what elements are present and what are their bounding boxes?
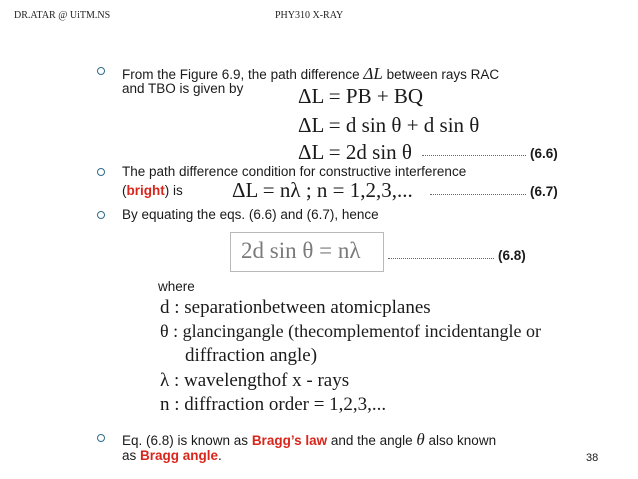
- bullet-icon: [97, 67, 105, 75]
- bright-highlight: bright: [126, 183, 165, 198]
- definition-n: n : diffraction order = 1,2,3,...: [160, 394, 387, 415]
- leader-dots: [422, 155, 526, 156]
- bullet-2-close: ) is: [164, 183, 183, 198]
- bullet-icon: [97, 168, 105, 176]
- header-author: DR.ATAR @ UiTM.NS: [14, 10, 111, 21]
- bullet-1-text-pre: From the Figure 6.9, the path difference: [122, 67, 364, 82]
- equation-path-sum: ΔL = d sin θ + d sin θ: [298, 113, 480, 137]
- equation-path-2dsin: ΔL = 2d sin θ: [298, 140, 412, 164]
- definition-theta-line-2: diffraction angle): [185, 345, 318, 366]
- bullet-2-open: (: [122, 183, 127, 198]
- bullet-3-text: By equating the eqs. (6.6) and (6.7), hence: [122, 207, 379, 222]
- leader-dots: [388, 258, 494, 259]
- definition-theta-line-1: θ : glancingangle (thecomplementof incidentangle or: [160, 321, 541, 341]
- bragg-equation-box: [230, 232, 384, 272]
- definition-lambda: λ : wavelengthof x - rays: [160, 370, 350, 391]
- equation-label-6-6: (6.6): [530, 146, 558, 161]
- equation-label-6-8: (6.8): [498, 248, 526, 263]
- leader-dots: [430, 194, 526, 195]
- header-course: PHY310 X-RAY: [275, 10, 344, 21]
- bullet-4-text-post: also known: [424, 433, 497, 448]
- where-label: where: [158, 279, 195, 294]
- bullet-1-text-post: between rays RAC: [382, 67, 500, 82]
- bullet-4-line-2-post: .: [218, 448, 222, 463]
- bullet-icon: [97, 434, 105, 442]
- bullet-4-line-2-pre: as: [122, 448, 141, 463]
- bragg-angle-highlight: Bragg angle: [140, 448, 219, 463]
- bullet-icon: [97, 211, 105, 219]
- bullet-4-text-mid: and the angle: [327, 433, 417, 448]
- equation-label-6-7: (6.7): [530, 184, 558, 199]
- equation-path-pb-bq: ΔL = PB + BQ: [298, 84, 424, 108]
- bullet-4-text-pre: Eq. (6.8) is known as: [122, 433, 252, 448]
- equation-bright-condition: ΔL = nλ ; n = 1,2,3,...: [232, 178, 413, 202]
- definition-d: d : separationbetween atomicplanes: [160, 297, 431, 318]
- bullet-1-line-2: and TBO is given by: [122, 81, 244, 96]
- delta-l-symbol: ΔL: [363, 64, 383, 83]
- theta-symbol: θ: [416, 430, 425, 449]
- bullet-2-line-2: [122, 182, 183, 199]
- bragg-equation: 2d sin θ = nλ: [241, 238, 361, 263]
- braggs-law-highlight: Bragg’s law: [251, 433, 328, 448]
- page-number: 38: [586, 452, 599, 464]
- bullet-2-line-1: The path difference condition for constructive interference: [122, 164, 467, 179]
- bullet-4-line-2: [122, 447, 222, 464]
